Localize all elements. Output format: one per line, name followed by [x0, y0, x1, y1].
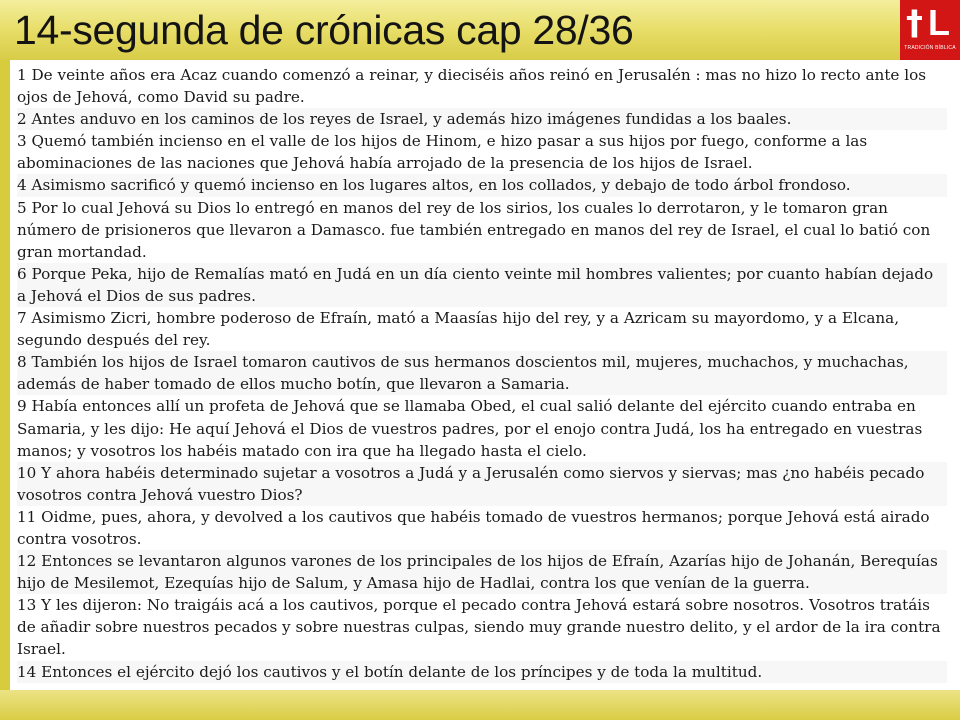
- page-title: 14-segunda de crónicas cap 28/36: [14, 7, 634, 53]
- verse-11: 11 Oidme, pues, ahora, y devolved a los cautivos que habéis tomado de vuestros hermanos; porque Jehová está airado contra vosotros.: [17, 506, 947, 550]
- verse-6: 6 Porque Peka, hijo de Remalías mató en Judá en un día ciento veinte mil hombres valientes; por cuanto habían dejado a Jehová el Dios de sus padres.: [17, 263, 947, 307]
- verse-12: 12 Entonces se levantaron algunos varones de los principales de los hijos de Efraín, Azarías hijo de Johanán, Berequías hijo de Mesilemot, Ezequías hijo de Salum, y Amasa hijo de Hadlai, contra los que venían de la guerra.: [17, 550, 947, 594]
- logo-letter: L: [928, 2, 950, 43]
- verse-10: 10 Y ahora habéis determinado sujetar a vosotros a Judá y a Jerusalén como siervos y siervas; mas ¿no habéis pecado vosotros contra Jehová vuestro Dios?: [17, 462, 947, 506]
- verse-2: 2 Antes anduvo en los caminos de los reyes de Israel, y además hizo imágenes fundidas a los baales.: [17, 108, 947, 130]
- bottom-border: [0, 690, 960, 720]
- verse-9: 9 Había entonces allí un profeta de Jehová que se llamaba Obed, el cual salió delante del ejército cuando entraba en Samaria, y les dijo: He aquí Jehová el Dios de vuestros padres, por el enojo contra Judá, los ha entregado en vuestras manos; y vosotros los habéis matado con ira que ha llegado hasta el cielo.: [17, 395, 947, 461]
- verse-8: 8 También los hijos de Israel tomaron cautivos de sus hermanos doscientos mil, mujeres, muchachos, y muchachas, además de haber tomado de ellos mucho botín, que llevaron a Samaria.: [17, 351, 947, 395]
- title-bar: [0, 0, 960, 60]
- verse-5: 5 Por lo cual Jehová su Dios lo entregó en manos del rey de los sirios, los cuales lo derrotaron, y le tomaron gran número de prisioneros que llevaron a Damasco. fue también entregado en manos del rey de Israel, el cual lo batió con gran mortandad.: [17, 197, 947, 263]
- verse-14: 14 Entonces el ejército dejó los cautivos y el botín delante de los príncipes y de toda la multitud.: [17, 661, 947, 683]
- cross-icon: †: [906, 3, 923, 43]
- verse-3: 3 Quemó también incienso en el valle de los hijos de Hinom, e hizo pasar a sus hijos por fuego, conforme a las abominaciones de las naciones que Jehová había arrojado de la presencia de los hijos de Israel.: [17, 130, 947, 174]
- verse-list: [17, 64, 947, 683]
- verse-13: 13 Y les dijeron: No traigáis acá a los cautivos, porque el pecado contra Jehová estará sobre nosotros. Vosotros tratáis de añadir sobre nuestros pecados y sobre nuestras culpas, siendo muy grande nuestro delito, y el ardor de la ira contra Israel.: [17, 594, 947, 660]
- verse-7: 7 Asimismo Zicri, hombre poderoso de Efraín, mató a Maasías hijo del rey, y a Azricam su mayordomo, y a Elcana, segundo después del rey.: [17, 307, 947, 351]
- logo-tagline: TRADICIÓN BÍBLICA: [904, 45, 956, 51]
- left-border: [0, 60, 10, 720]
- channel-logo: [900, 0, 960, 60]
- text-panel: [10, 60, 954, 690]
- verse-1: 1 De veinte años era Acaz cuando comenzó a reinar, y dieciséis años reinó en Jerusalén : mas no hizo lo recto ante los ojos de Jehová, como David su padre.: [17, 64, 947, 108]
- verse-4: 4 Asimismo sacrificó y quemó incienso en los lugares altos, en los collados, y debajo de todo árbol frondoso.: [17, 174, 947, 196]
